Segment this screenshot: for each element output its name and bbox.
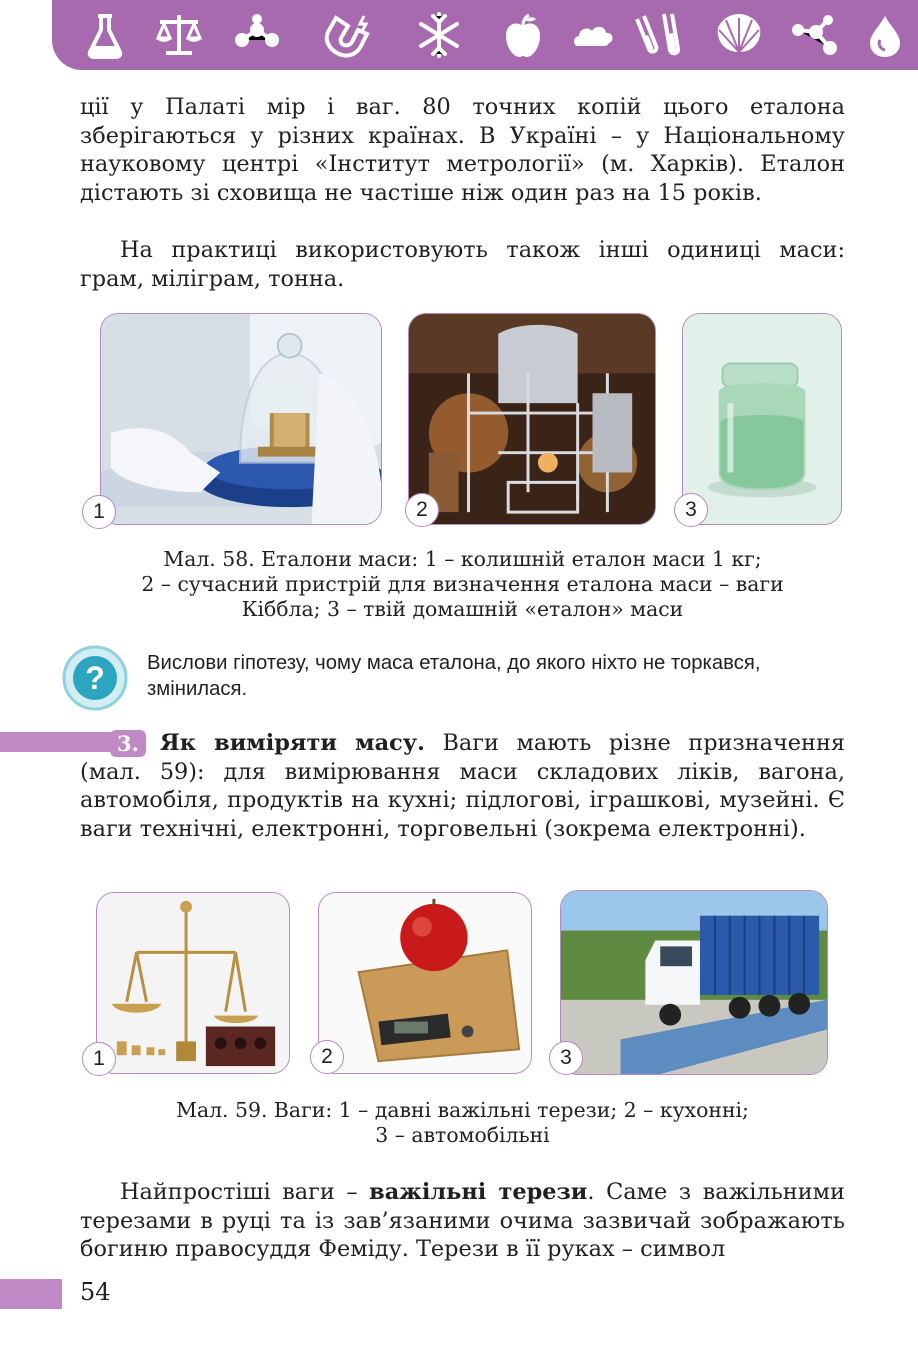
header-band <box>52 0 918 70</box>
caption-line: 2 – сучасний пристрій для визначення еталона маси – ваги <box>141 572 784 596</box>
paragraph-3 <box>80 1178 845 1264</box>
section-number: 3. <box>110 730 146 757</box>
atoms-icon <box>790 10 840 60</box>
page-number-bar <box>0 1279 62 1309</box>
term-lever-scales: важільні терези <box>369 1179 588 1205</box>
caption-line: Кіббла; 3 – твій домашній «еталон» маси <box>241 597 684 621</box>
scales-icon <box>154 10 204 60</box>
figure-number: 3 <box>549 1041 583 1075</box>
flask-icon <box>80 10 130 60</box>
molecule-icon <box>232 10 282 60</box>
figure-number: 2 <box>405 493 439 527</box>
question-text: Вислови гіпотезу, чому маса еталона, до якого ніхто не торкався, змінилася. <box>147 652 761 700</box>
section-title: Як виміряти масу. <box>160 730 425 756</box>
figure-number: 3 <box>674 493 708 527</box>
photo-truck-scale <box>560 890 828 1075</box>
svg-text:?: ? <box>85 660 105 696</box>
snowflake-icon <box>414 10 464 60</box>
figure-58-caption <box>80 547 845 622</box>
paragraph-1: ції у Палаті мір і ваг. 80 точних копій цього еталона зберігаються у різних країнах. В Україні – у Національному науковому центрі «Інститут метрології» (м. Харків). Еталон дістають зі сховища не частіше ніж один раз на 15 років. <box>80 94 845 206</box>
figure-number: 2 <box>310 1040 344 1074</box>
shell-icon <box>714 10 764 60</box>
magnet-icon <box>324 10 374 60</box>
caption-line: Мал. 58. Еталони маси: 1 – колишній еталон маси 1 кг; <box>163 547 762 571</box>
paragraph-2: На практиці використовують також інші одиниці маси: грам, міліграм, тонна. <box>80 237 845 292</box>
paragraph-3-start: Найпростіші ваги – <box>120 1179 370 1205</box>
photo-old-kilogram-standard <box>100 313 382 525</box>
page-number: 54 <box>80 1278 111 1306</box>
test-tubes-icon <box>634 10 684 60</box>
photo-balance-scales <box>96 892 290 1074</box>
section-3-paragraph <box>80 729 845 843</box>
photo-kibble-balance <box>408 313 656 525</box>
figure-number: 1 <box>82 495 116 529</box>
paragraph-3-rest: . Саме з важільними терезами в руці та із зав’язаними очима зазвичай зображають богиню правосуддя Феміду. Терези в її руках – символ <box>80 1179 845 1263</box>
drop-icon <box>860 10 910 60</box>
apple-icon <box>498 10 548 60</box>
caption-line: 3 – автомобільні <box>375 1123 550 1147</box>
photo-water-jar <box>682 313 842 525</box>
section-body: Ваги мають різне призначення (мал. 59): для вимірювання маси складових ліків, вагона, автомобіля, продуктів на кухні; підлогові, іграшкові, музейні. Є ваги технічні, електронні, торговельні (зокрема електронні). <box>80 730 845 842</box>
photo-kitchen-scale <box>318 892 532 1074</box>
caption-line: Мал. 59. Ваги: 1 – давні важільні терези; 2 – кухонні; <box>176 1098 749 1122</box>
cloud-icon <box>570 10 620 60</box>
figure-59-caption <box>80 1098 845 1148</box>
question-icon <box>62 645 128 711</box>
figure-number: 1 <box>82 1042 116 1076</box>
